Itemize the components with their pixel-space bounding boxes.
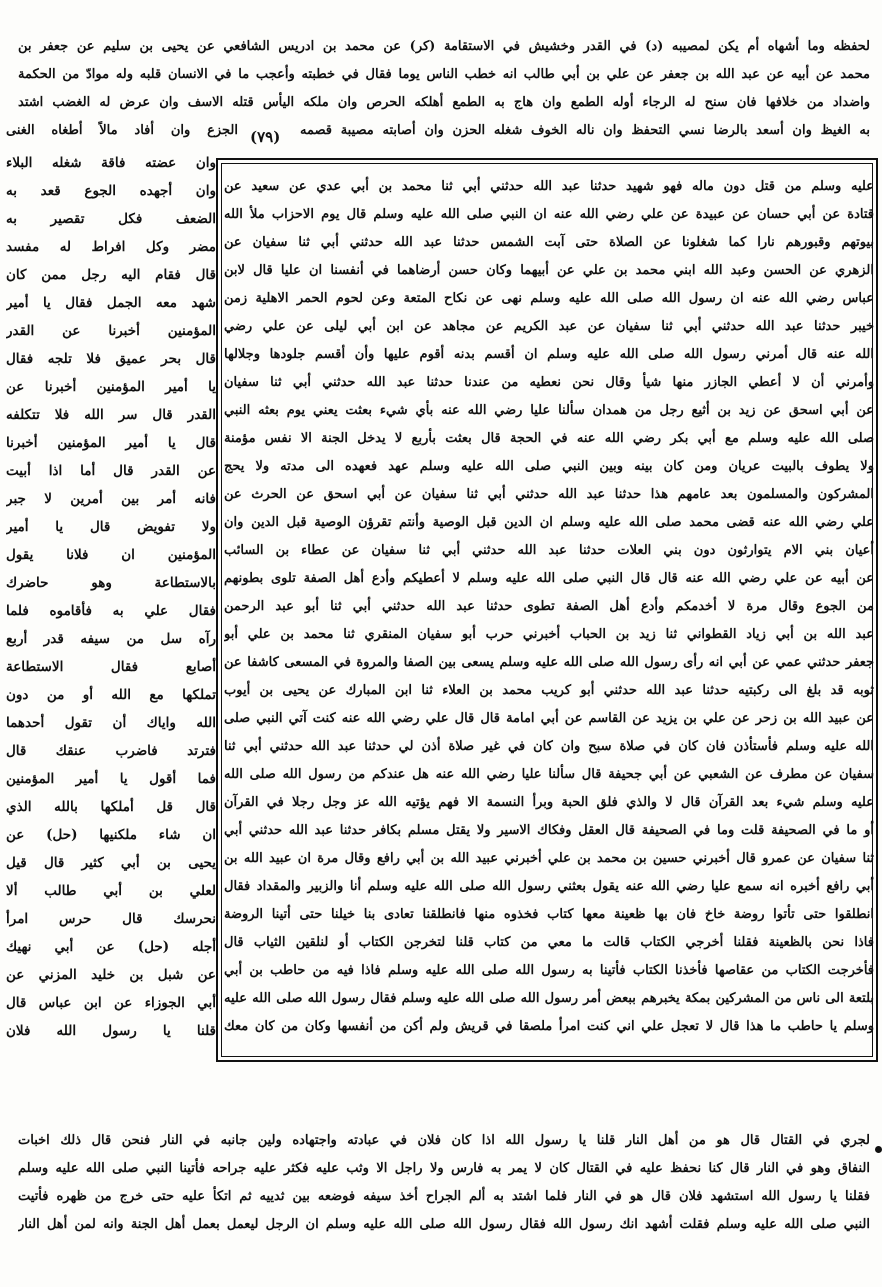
margin-line: الضعف فكل تقصير به: [6, 211, 216, 227]
main-line: عبد الله بن أبي زياد القطواني ثنا زيد بن الحباب أخبرني حرب أبو سفيان المنقري ثنا محمد بن علي أبو: [224, 627, 874, 642]
margin-line: نحرسك قال حرس امرأ: [6, 911, 216, 927]
margin-line: فانه أمر بين أمرين لا جبر: [6, 491, 216, 507]
margin-line: الله واياك أن تقول أحدهما: [6, 715, 216, 731]
main-line: فأخرجت الكتاب من عقاصها فأخذنا الكتاب فأتينا به رسول الله صلى الله عليه وسلم فاذا فيه من حاطب بن أبي: [224, 963, 874, 978]
margin-line: أبي الجوزاء عن ابن عباس قال: [6, 995, 216, 1011]
margin-line: يا أمير المؤمنين أخبرنا عن: [6, 379, 216, 395]
main-line: بيوتهم وقبورهم نارا كما شغلونا عن الصلاة حتى آبت الشمس حدثنا عبد الله حدثني أبي ثنا سفيان عن: [224, 235, 874, 250]
margin-line: عن شبل بن خليد المزني عن: [6, 967, 216, 983]
margin-line: وان عضته فاقة شغله البلاء: [6, 155, 216, 171]
top-line: واضداد من خلافها فان سنح له الرجاء أوله الطمع وان هاج به الطمع أهلكه الحرص وان ملكه اليأس قتله الاسف وان عرض له الغضب اشتد: [18, 95, 870, 110]
main-line: أعيان بني الام يتوارثون دون بني العلات حدثنا عبد الله حدثني أبي ثنا سفيان عن عطاء بن السائب: [224, 543, 874, 558]
main-line: عن أبي اسحق عن زيد بن أثيع رجل من همدان سألنا عليا رضي الله عنه بأي شيء بعثت يعني يوم بعثه النبي: [224, 403, 874, 418]
top-line: به الغيظ وان أسعد بالرضا نسي التحفظ وان ناله الخوف شغله الحزن وان أصابته مصيبة قصمه: [300, 123, 870, 138]
main-line: خيبر حدثنا عبد الله حدثني أبي ثنا سفيان عن عبد الكريم عن مجاهد عن ابن أبي ليلى عن علي رضي: [224, 319, 874, 334]
margin-line: فترتد فاضرب عنقك قال: [6, 743, 216, 759]
margin-line: فقال علي به فأقاموه فلما: [6, 603, 216, 619]
main-line: وسلم يا حاطب ما هذا قال لا تعجل علي اني كنت امرأ ملصقا في قريش ولم أكن من أنفسها وكان من كان معك: [224, 1019, 874, 1034]
main-line: أبي رافع أخبره انه سمع عليا رضي الله عنه يقول بعثني رسول الله صلى الله عليه وسلم أنا والزبير والمقداد فقال: [224, 879, 874, 894]
bottom-line: النبي صلى الله عليه وسلم فقلت أشهد انك رسول الله فقال رسول الله صلى الله عليه وسلم ان الرجل ليعمل بعمل أهل الجنة وانه لمن أهل النار: [18, 1217, 870, 1232]
main-line: أو ما في الصحيفة قلت وما في الصحيفة قال العقل وفكاك الاسير ولا يقتل مسلم بكافر حدثنا عبد الله حدثني أبي: [224, 823, 874, 838]
margin-line: القدر قال سر الله فلا تتكلفه: [6, 407, 216, 423]
main-line: بلتعة الى ناس من المشركين بمكة يخبرهم ببعض أمر رسول الله صلى الله عليه وسلم فقال رسول الله صلى الله عليه: [224, 991, 874, 1006]
top-line: محمد عن أبيه عن عبد الله بن جعفر عن علي بن أبي طالب انه خطب الناس يوما فقال في خطبته وأعجب ما في الانسان قلبه وله موادّ من الحكمة: [18, 67, 870, 82]
margin-line: لعلي بن أبي طالب ألا: [6, 883, 216, 899]
margin-line: قلنا يا رسول الله فلان: [6, 1023, 216, 1039]
margin-line: رآه سل من سيفه قدر أربع: [6, 631, 216, 647]
main-line: سفيان عن مطرف عن الشعبي عن أبي جحيفة قال سألنا عليا رضي الله عنه هل عندكم من رسول الله صلى الله: [224, 767, 874, 782]
margin-line: شهد معه الجمل فقال يا أمير: [6, 295, 216, 311]
main-line: عليه وسلم من قتل دون ماله فهو شهيد حدثنا عبد الله حدثني أبي ثنا محمد بن أبي عدي عن سعيد عن: [224, 179, 874, 194]
margin-line: قال فقام اليه رجل ممن كان: [6, 267, 216, 283]
main-line: انطلقوا حتى تأتوا روضة خاخ فان بها ظعينة معها كتاب فخذوه منها فانطلقنا تعادى بنا خيلنا حتى أتينا الروضة: [224, 907, 874, 922]
main-line: من الجوع وقال مرة لا أخدمكم وأدع أهل الصفة تطوى حدثنا عبد الله حدثني أبي ثنا أبو عبد الرحمن: [224, 599, 874, 614]
main-line: قتادة عن أبي حسان عن عبيدة عن علي رضي الله عنه ان النبي صلى الله عليه وسلم قال يوم الاحزاب ملأ الله: [224, 207, 874, 222]
main-line: عباس رضي الله عنه ان رسول الله صلى الله عليه وسلم نهى عن نكاح المتعة وعن لحوم الحمر الاهلية زمن: [224, 291, 874, 306]
main-line: صلى الله عليه وسلم مع أبي بكر رضي الله عنه في الحجة قال بعثت بأربع لا يدخل الجنة الا نفس مؤمنة: [224, 431, 874, 446]
bottom-line: لجري في القتال قال هو من أهل النار قلنا يا رسول الله اذا كان فلان في عبادته واجتهاده ولين جانبه في النار فنحن قال ذلك اخبات: [18, 1133, 870, 1148]
main-line: ثوبه قد بلغ الى ركبتيه حدثنا عبد الله حدثني أبو كريب محمد بن العلاء ثنا ابن المبارك عن يحيى بن أيوب: [224, 683, 874, 698]
main-line: الزهري عن الحسن وعبد الله ابني محمد بن علي عن أبيهما وكان حسن أرضاهما في أنفسنا ان عليا قال لابن: [224, 263, 874, 278]
main-line: ثنا سفيان عن عمرو قال أخبرني حسين بن محمد بن علي أخبرني عبيد الله بن أبي رافع وقال مرة ان عبيد الله بن: [224, 851, 874, 866]
bottom-line: النفاق وهو في النار قال كنا نحفظ عليه في القتال كان لا يمر به فارس ولا راجل الا وثب عليه فكثر عليه جراحه فأتينا النبي صلى الله عليه وسلم: [18, 1161, 870, 1176]
margin-line: وان أجهده الجوع قعد به: [6, 183, 216, 199]
margin-line: يحيى بن أبي كثير قال قيل: [6, 855, 216, 871]
margin-dot-mark: [875, 1146, 882, 1153]
margin-line: ان شاء ملكنيها (حل) عن: [6, 827, 216, 843]
main-line: المشركون والمسلمون بعد عامهم هذا حدثنا عبد الله حدثني أبي ثنا سفيان عن أبي اسحق عن الحرث عن: [224, 487, 874, 502]
top-line-tail: الجزع وان أفاد مالاً أطغاه الغنى: [6, 123, 238, 138]
margin-line: تملكها مع الله أو من دون: [6, 687, 216, 703]
margin-line: بالاستطاعة وهو حاضرك: [6, 575, 216, 591]
main-line: جعفر حدثني عمي عن أبي انه رأى رسول الله صلى الله عليه وسلم يسعى بين الصفا والمروة في المسعى كاشفا عن: [224, 655, 874, 670]
main-line: وأمرني أن لا أعطي الجازر منها شيأ وقال نحن نعطيه من عندنا حدثنا عبد الله حدثني أبي ثنا سفيان: [224, 375, 874, 390]
main-line: عن عبيد الله بن زحر عن علي بن يزيد عن القاسم عن أبي امامة قال قال علي رضي الله عنه كنت آتي النبي صلى: [224, 711, 874, 726]
margin-line: أصابع فقال الاستطاعة: [6, 659, 216, 675]
main-line: فاذا نحن بالظعينة فقلنا أخرجي الكتاب قالت ما معي من كتاب قلنا لتخرجن الكتاب أو لنلقين الثياب قال: [224, 935, 874, 950]
margin-line: قال قل أملكها بالله الذي: [6, 799, 216, 815]
margin-line: مضر وكل افراط له مفسد: [6, 239, 216, 255]
main-line: الله عليه وسلم فأستأذن فان كان في صلاة سبح وان كان في غير صلاة أذن لي حدثنا عبد الله حدثني أبي ثنا: [224, 739, 874, 754]
page-number: (٧٩): [250, 128, 281, 146]
margin-line: المؤمنين ان فلانا يقول: [6, 547, 216, 563]
margin-line: قال بحر عميق فلا تلجه فقال: [6, 351, 216, 367]
margin-line: قال يا أمير المؤمنين أخبرنا: [6, 435, 216, 451]
margin-line: عن القدر قال أما اذا أبيت: [6, 463, 216, 479]
margin-line: أجله (حل) عن أبي نهيك: [6, 939, 216, 955]
margin-line: المؤمنين أخبرنا عن القدر: [6, 323, 216, 339]
main-line: عليه وسلم شيء بعد القرآن قال لا والذي فلق الحبة وبرأ النسمة الا فهم يؤتيه الله عز وجل رجلا في القرآن: [224, 795, 874, 810]
margin-line: ولا تفويض قال يا أمير: [6, 519, 216, 535]
main-line: ولا يطوف بالبيت عريان ومن كان بينه وبين النبي صلى الله عليه وسلم عهد فعهده الى مدته ولا يحج: [224, 459, 874, 474]
main-line: علي رضي الله عنه قضى محمد صلى الله عليه وسلم ان الدين قبل الوصية وأنتم تقرؤن الوصية قبل الدين وان: [224, 515, 874, 530]
top-line: لحفظه وما أشهاه أم يكن لمصيبه (د) في القدر وخشيش في الاستقامة (كر) عن محمد بن ادريس الشافعي عن يحيى بن سليم عن جعفر بن: [18, 39, 870, 54]
main-line: عن أبيه عن علي رضي الله عنه قال قال النبي صلى الله عليه وسلم لا أعطيكم وأدع أهل الصفة تلوى بطونهم: [224, 571, 874, 586]
bottom-line: فقلنا يا رسول الله استشهد فلان قال هو في النار فلما اشتد به ألم الجراح أخذ سيفه فوضعه بين ثدييه ثم اتكأ عليه حتى خرج من ظهره فأتيت: [18, 1189, 870, 1204]
margin-line: فما أقول يا أمير المؤمنين: [6, 771, 216, 787]
main-line: الله عنه قال أمرني رسول الله صلى الله عليه وسلم ان أقسم بدنه أقوم عليها وأن أقسم جلودها وجلالها: [224, 347, 874, 362]
